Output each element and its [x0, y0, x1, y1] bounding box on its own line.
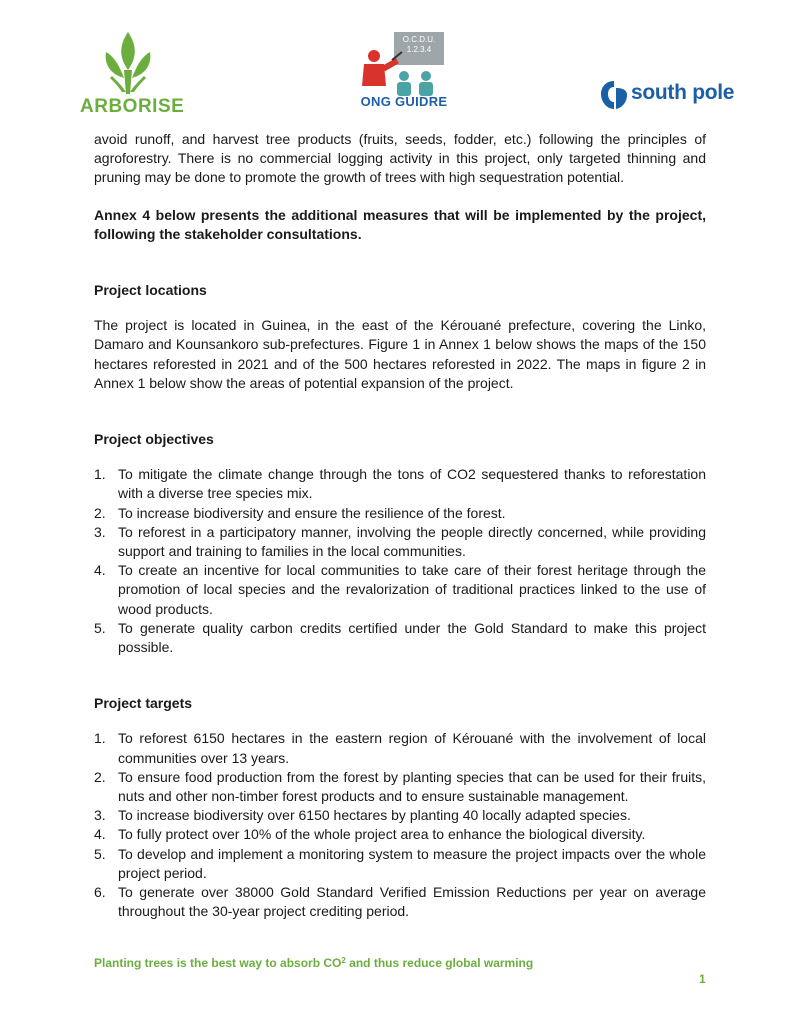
- list-item: 4. To create an incentive for local communities to take care of their forest heritage through the promotion of local species and the revalorization of traditional practices linked to the use of wood products.: [94, 562, 706, 617]
- arborise-logo-text: ARBORISE: [80, 96, 185, 117]
- ong-guidre-logo: [352, 30, 452, 115]
- list-item: 2. To increase biodiversity and ensure the resilience of the forest.: [94, 504, 506, 521]
- locations-paragraph: The project is located in Guinea, in the east of the Kérouané prefecture, covering the Linko, Damaro and Kounsankoro sub-prefectures. Figure 1 in Annex 1 below shows the maps of the 150 hectares reforested in 2021 and of the 500 hectares reforested in 2022. The maps in figure 2 in Annex 1 below show the areas of potential expansion of the project.: [94, 317, 706, 391]
- list-item: 3. To increase biodiversity over 6150 hectares by planting 40 locally adapted species.: [94, 807, 631, 824]
- list-item: 4. To fully protect over 10% of the whole project area to enhance the biological diversity.: [94, 826, 646, 843]
- south-pole-mark-icon: [600, 80, 628, 110]
- annex-note: Annex 4 below presents the additional measures that will be implemented by the project, following the stakeholder consultations.: [94, 206, 706, 242]
- list-item: 2. To ensure food production from the forest by planting species that can be used for their fruits, nuts and other non-timber forest products and to ensure sustainable management.: [94, 768, 706, 805]
- arborise-logo: [80, 30, 185, 118]
- ong-board-line2: 1.2.3.4: [406, 45, 432, 54]
- list-item: 6. To generate over 38000 Gold Standard Verified Emission Reductions per year on average throughout the 30-year project crediting period.: [94, 884, 706, 920]
- locations-heading: Project locations: [94, 282, 207, 299]
- list-item: 5. To develop and implement a monitoring system to measure the project impacts over the whole project period.: [94, 845, 706, 881]
- south-pole-logo-text: south pole: [631, 81, 735, 104]
- list-item: 1. To mitigate the climate change through the tons of CO2 sequestered thanks to reforestation with a diverse tree species mix.: [94, 466, 706, 502]
- list-item: 1. To reforest 6150 hectares in the eastern region of Kérouané with the involvement of local communities over 13 years.: [94, 730, 706, 766]
- tree-hands-icon: [98, 30, 158, 94]
- page-number: 1: [699, 972, 706, 986]
- intro-paragraph: avoid runoff, and harvest tree products (fruits, seeds, fodder, etc.) following the principles of agroforestry. There is no commercial logging activity in this project, only targeted thinning and pruning may be done to promote the growth of trees with high sequestration potential.: [94, 131, 706, 186]
- list-item: 3. To reforest in a participatory manner, involving the people directly concerned, while providing support and training to families in the local communities.: [94, 523, 706, 560]
- south-pole-logo: [600, 78, 740, 112]
- targets-list: [94, 729, 706, 921]
- objectives-heading: Project objectives: [94, 431, 214, 448]
- ong-logo-text: ONG GUIDRE: [360, 94, 448, 109]
- ong-board-line1: O.C.D.U.: [402, 35, 436, 44]
- list-item: 5. To generate quality carbon credits certified under the Gold Standard to make this project possible.: [94, 619, 706, 656]
- document-body: [94, 130, 706, 922]
- page-header: [0, 0, 800, 125]
- teacher-students-icon: [352, 42, 452, 98]
- targets-heading: Project targets: [94, 695, 193, 712]
- objectives-list: [94, 465, 706, 657]
- footer-slogan: Planting trees is the best way to absorb $CO^2$ and thus reduce global warming: [94, 956, 534, 970]
